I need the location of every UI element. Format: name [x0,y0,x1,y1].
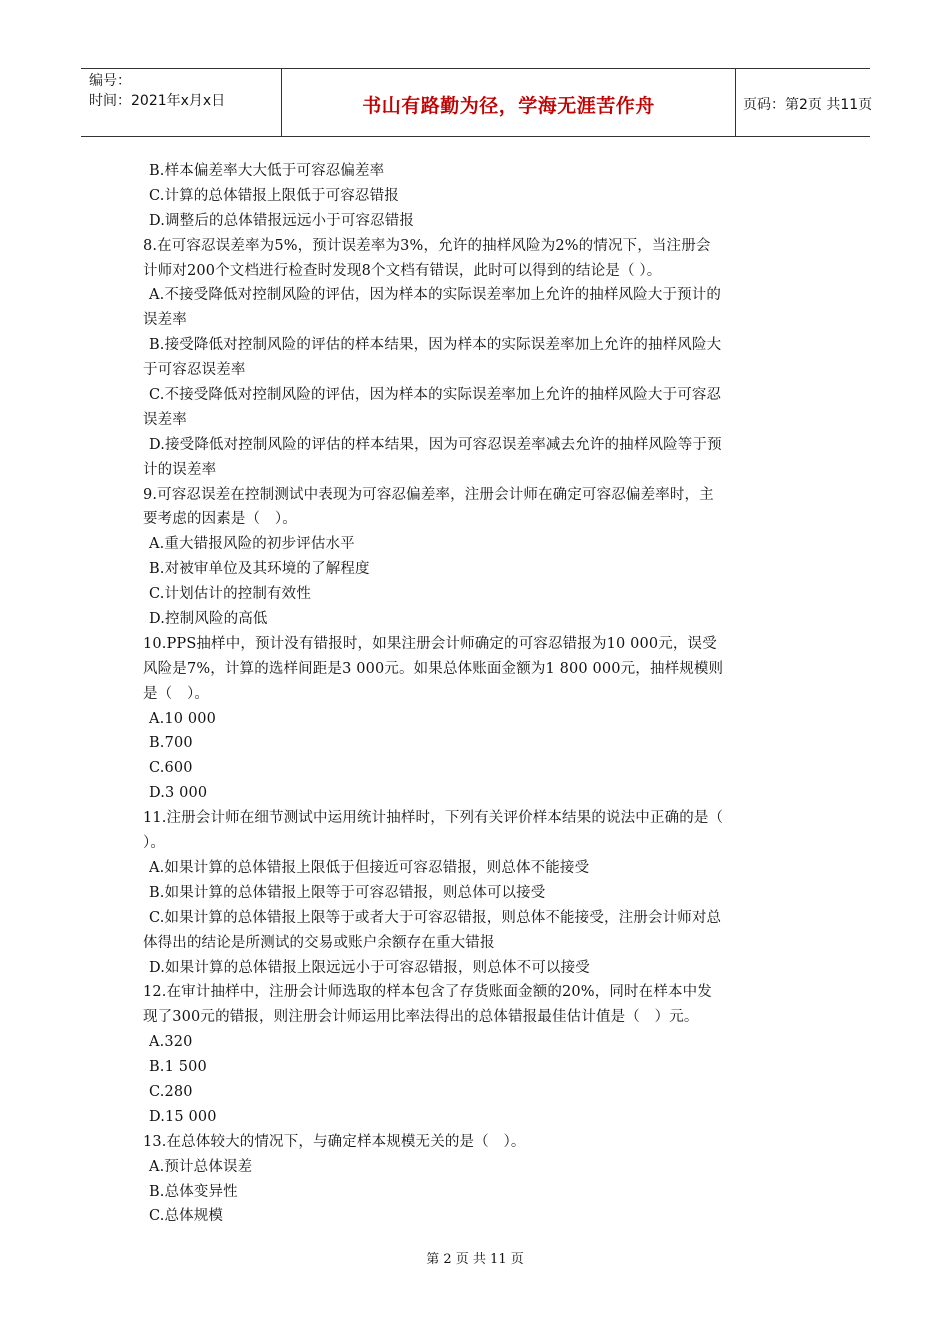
header-page-info: 页码：第2页 共11页 [743,97,873,113]
text-line: B.接受降低对控制风险的评估的样本结果，因为样本的实际误差率加上允许的抽样风险大 [149,337,722,354]
text-line: 12.在审计抽样中，注册会计师选取的样本包含了存货账面金额的20%，同时在样本中发 [143,984,712,1001]
text-line: A.重大错报风险的初步评估水平 [149,536,355,553]
text-line: B.1 500 [149,1059,207,1076]
header-meta-cell [81,69,281,136]
text-line: C.600 [149,760,193,777]
text-line: C.280 [149,1083,193,1100]
text-line: 现了300元的错报，则注册会计师运用比率法得出的总体错报最佳估计值是（ ）元。 [143,1009,699,1026]
text-line: A.不接受降低对控制风险的评估，因为样本的实际误差率加上允许的抽样风险大于预计的 [149,287,722,304]
text-line: 10.PPS抽样中，预计没有错报时，如果注册会计师确定的可容忍错报为10 000元，误受 [143,635,717,652]
text-line: C.计算的总体错报上限低于可容忍错报 [149,187,399,204]
document-date-label: 时间：2021年x月x日 [89,93,226,109]
text-line: C.计划估计的控制有效性 [149,586,311,603]
text-line: 体得出的结论是所测试的交易或账户余额存在重大错报 [143,934,495,951]
text-line: B.对被审单位及其环境的了解程度 [149,561,370,578]
text-line: D.3 000 [149,785,208,802]
text-line: 8.在可容忍误差率为5%，预计误差率为3%，允许的抽样风险为2%的情况下，当注册会 [143,237,711,254]
text-line: 要考虑的因素是（ ）。 [143,511,297,528]
text-line: 误差率 [143,411,187,428]
text-line: B.样本偏差率大大低于可容忍偏差率 [149,163,385,179]
text-line: A.320 [149,1034,193,1051]
text-line: D.如果计算的总体错报上限远远小于可容忍错报，则总体不可以接受 [149,959,590,976]
text-line: D.15 000 [149,1108,217,1125]
text-line: B.700 [149,735,193,752]
text-line: D.调整后的总体错报远远小于可容忍错报 [149,212,415,229]
document-number-label: 编号： [89,73,131,89]
text-line: 是（ ）。 [143,685,209,702]
header-motto: 书山有路勤为径，学海无涯苦作舟 [362,95,655,117]
text-line: 计的误差率 [143,461,217,478]
text-line: C.如果计算的总体错报上限等于或者大于可容忍错报，则总体不能接受，注册会计师对总 [149,909,722,926]
header-page-cell [735,69,873,136]
text-line: 9.可容忍误差在控制测试中表现为可容忍偏差率，注册会计师在确定可容忍偏差率时，主 [143,486,714,503]
text-line: 计师对200个文档进行检查时发现8个文档有错误，此时可以得到的结论是（ ）。 [143,262,662,279]
text-line: 11.注册会计师在细节测试中运用统计抽样时，下列有关评价样本结果的说法中正确的是（ [143,810,724,827]
text-line: C.总体规模 [149,1208,224,1225]
text-line: A.10 000 [149,710,217,727]
text-line: B.总体变异性 [149,1183,238,1200]
text-line: 13.在总体较大的情况下，与确定样本规模无关的是（ ）。 [143,1133,526,1150]
text-line: ）。 [143,835,166,852]
text-line: B.如果计算的总体错报上限等于可容忍错报，则总体可以接受 [149,884,546,901]
page-header [81,68,873,137]
document-body [143,159,813,1229]
text-line: A.如果计算的总体错报上限低于但接近可容忍错报，则总体不能接受 [149,859,590,876]
text-line: D.接受降低对控制风险的评估的样本结果，因为可容忍误差率减去允许的抽样风险等于预 [149,436,722,453]
text-line: 风险是7%，计算的选样间距是3 000元。如果总体账面金额为1 800 000元，抽样规模则 [143,660,724,677]
text-line: C.不接受降低对控制风险的评估，因为样本的实际误差率加上允许的抽样风险大于可容忍 [149,387,722,404]
text-line: A.预计总体误差 [149,1158,253,1175]
header-motto-cell [281,69,736,136]
text-line: 误差率 [143,312,187,329]
text-line: 于可容忍误差率 [143,362,246,379]
page-footer: 第 2 页 共 11 页 [426,1252,524,1267]
text-line: D.控制风险的高低 [149,611,268,628]
